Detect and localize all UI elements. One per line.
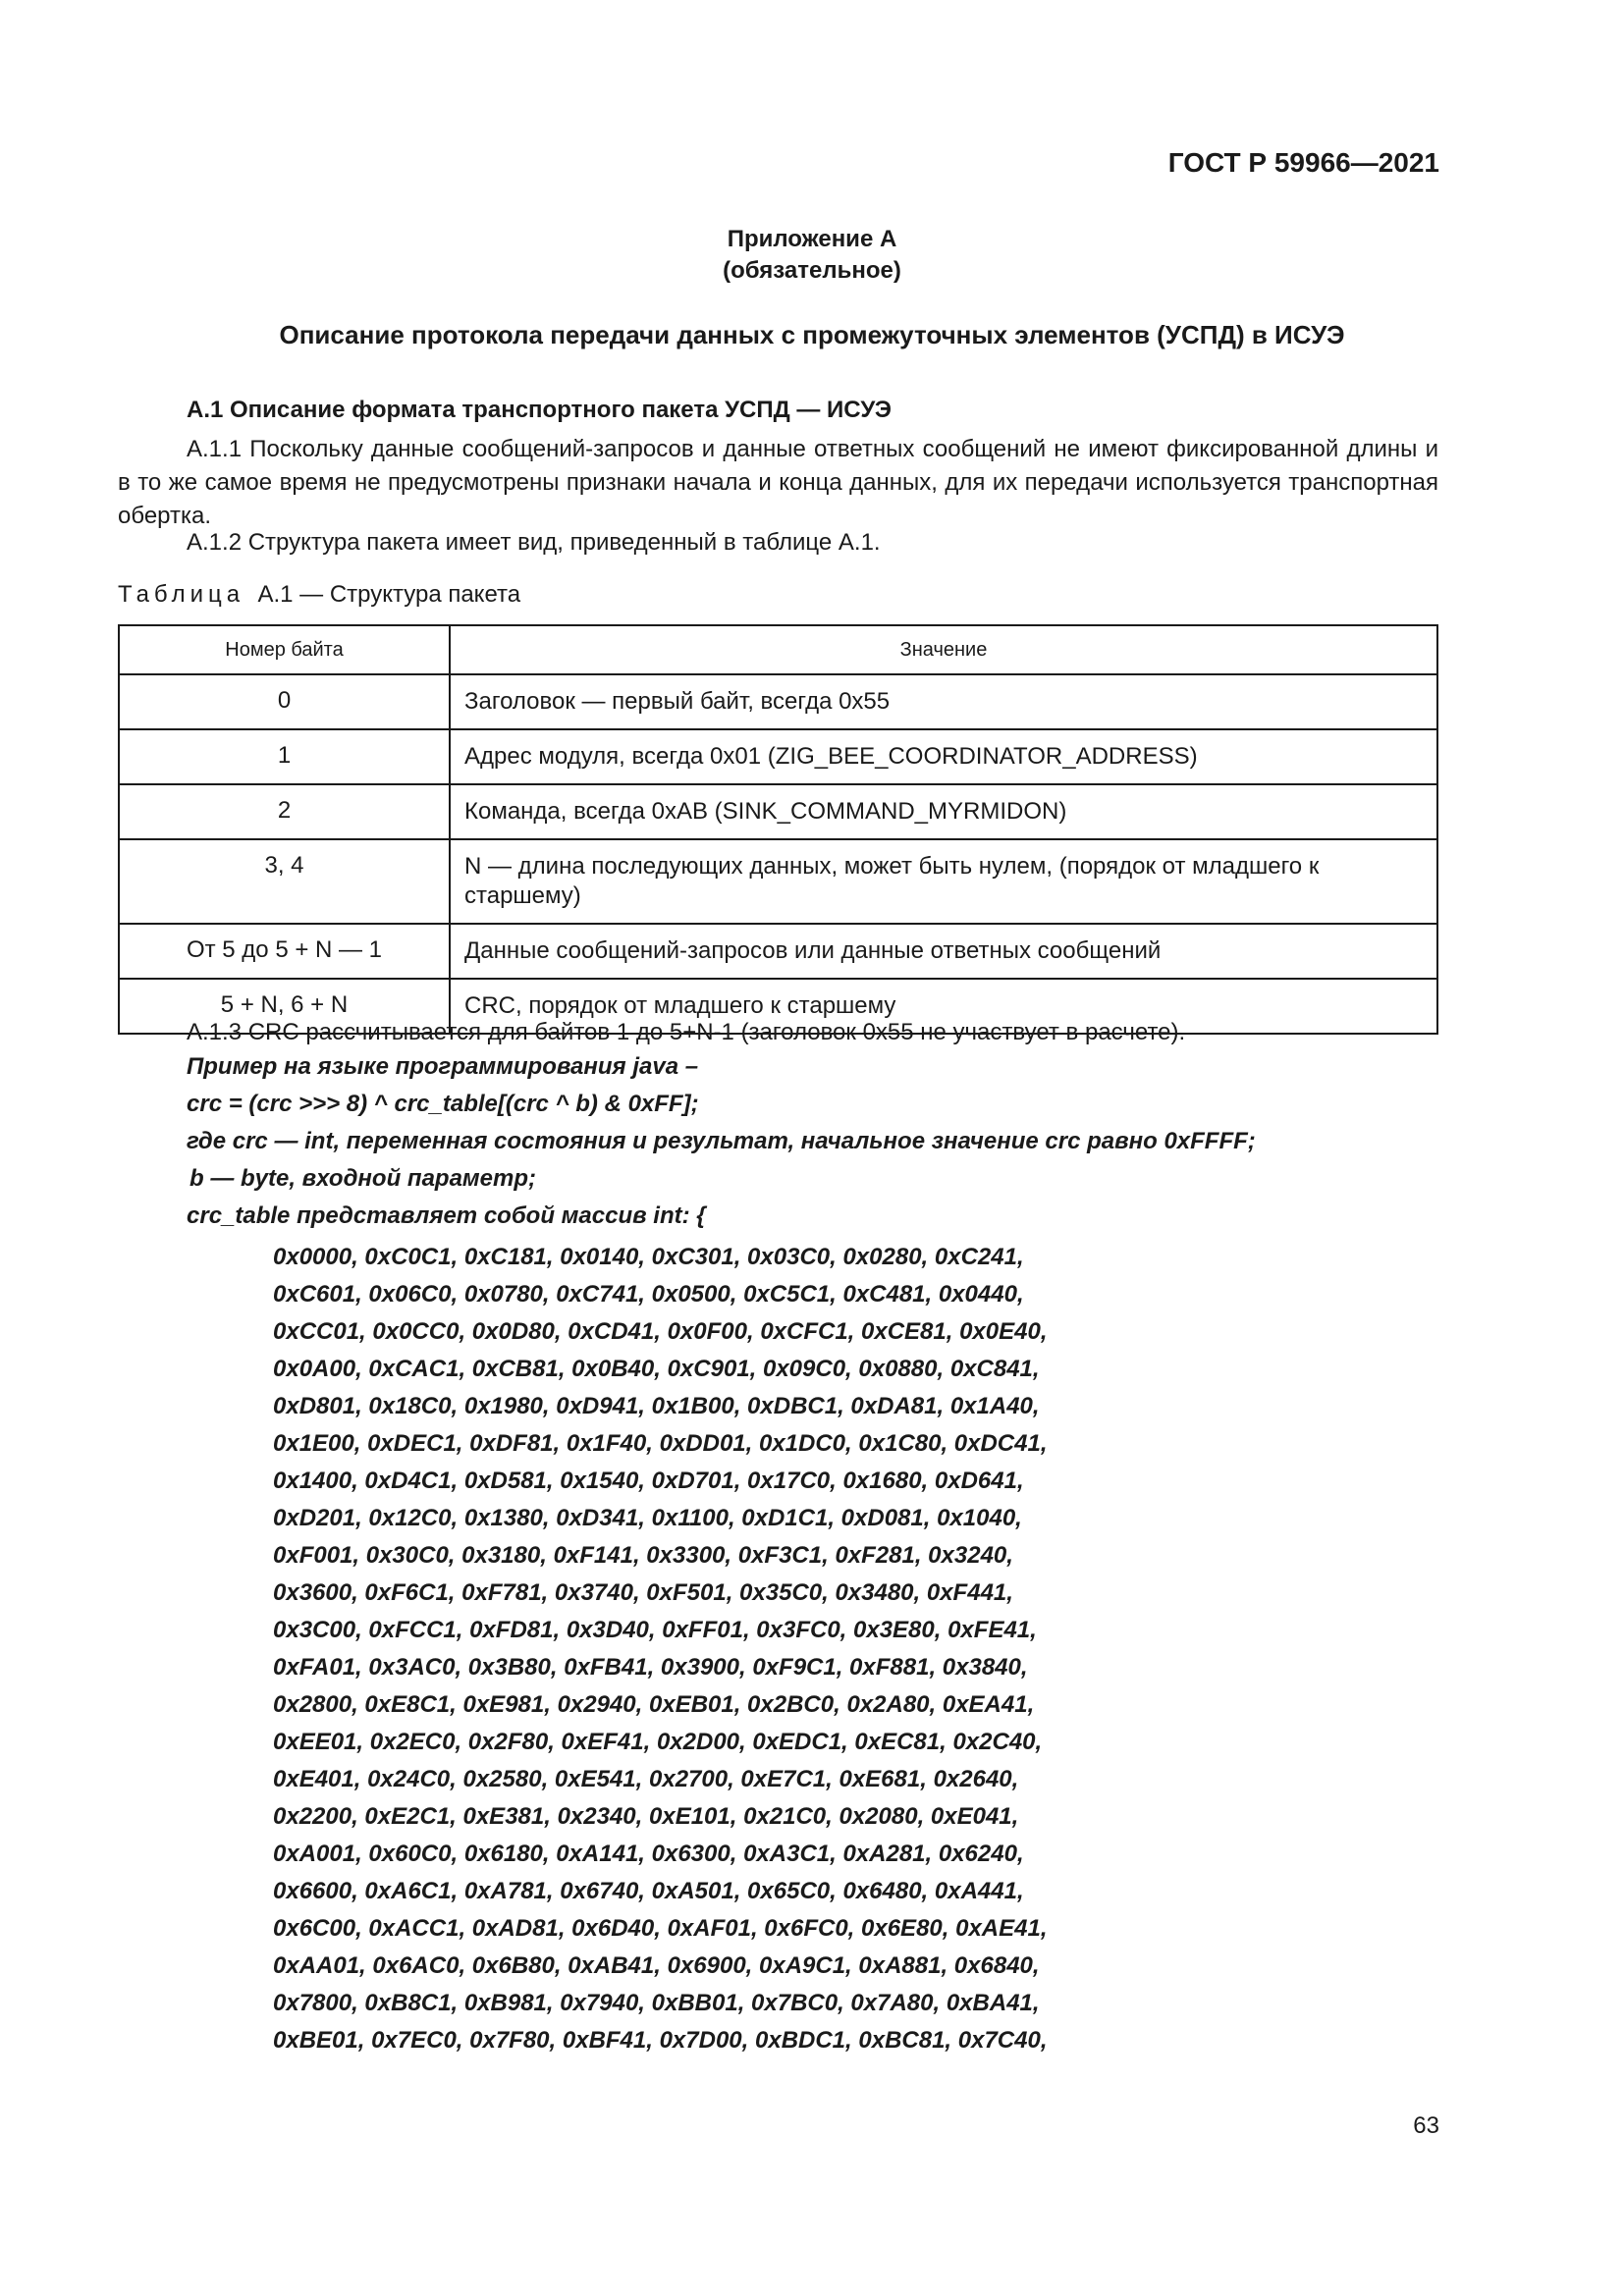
crc-table-row: 0x3600, 0xF6C1, 0xF781, 0x3740, 0xF501, 0x35C0, 0x3480, 0xF441, (273, 1579, 1013, 1606)
appendix-heading: Описание протокола передачи данных с промежуточных элементов (УСПД) в ИСУЭ (279, 320, 1345, 349)
crc-table-row: 0xD801, 0x18C0, 0x1980, 0xD941, 0x1B00, 0xDBC1, 0xDA81, 0x1A40, (273, 1393, 1040, 1419)
page-number: 63 (1413, 2112, 1439, 2139)
crc-table-row: 0x3C00, 0xFCC1, 0xFD81, 0x3D40, 0xFF01, 0x3FC0, 0x3E80, 0xFE41, (273, 1617, 1037, 1643)
crc-table-row: 0xC601, 0x06C0, 0x0780, 0xC741, 0x0500, 0xC5C1, 0xC481, 0x0440, (273, 1281, 1024, 1308)
java-code-line: crc = (crc >>> 8) ^ crc_table[(crc ^ b) & 0xFF]; (187, 1091, 699, 1117)
crc-table-row: 0x6600, 0xA6C1, 0xA781, 0x6740, 0xA501, 0x65C0, 0x6480, 0xA441, (273, 1878, 1024, 1904)
crc-table-row: 0xA001, 0x60C0, 0x6180, 0xA141, 0x6300, 0xA3C1, 0xA281, 0x6240, (273, 1841, 1024, 1867)
appendix-status: (обязательное) (723, 257, 901, 284)
table-row (119, 729, 1437, 784)
cell-byte-number: 3, 4 (119, 839, 450, 924)
crc-table-row: 0xCC01, 0x0CC0, 0x0D80, 0xCD41, 0x0F00, 0xCFC1, 0xCE81, 0x0E40, (273, 1318, 1048, 1345)
crc-table-row: 0x6C00, 0xACC1, 0xAD81, 0x6D40, 0xAF01, 0x6FC0, 0x6E80, 0xAE41, (273, 1915, 1048, 1942)
cell-value: Данные сообщений-запросов или данные ответных сообщений (450, 924, 1437, 979)
crc-table-row: 0x0000, 0xC0C1, 0xC181, 0x0140, 0xC301, 0x03C0, 0x0280, 0xC241, (273, 1244, 1024, 1270)
table-row (119, 839, 1437, 924)
crc-table-row: 0x2800, 0xE8C1, 0xE981, 0x2940, 0xEB01, 0x2BC0, 0x2A80, 0xEA41, (273, 1691, 1035, 1718)
crc-table-row: 0xE401, 0x24C0, 0x2580, 0xE541, 0x2700, 0xE7C1, 0xE681, 0x2640, (273, 1766, 1019, 1792)
table-caption (118, 581, 520, 609)
cell-value: Адрес модуля, всегда 0x01 (ZIG_BEE_COORDINATOR_ADDRESS) (450, 729, 1437, 784)
cell-value: CRC, порядок от младшего к старшему (450, 979, 1437, 1034)
crc-table-row: 0x1400, 0xD4C1, 0xD581, 0x1540, 0xD701, 0x17C0, 0x1680, 0xD641, (273, 1468, 1024, 1494)
crc-table-values (273, 1239, 1048, 2059)
cell-byte-number: 0 (119, 674, 450, 729)
crc-table-row: 0x1E00, 0xDEC1, 0xDF81, 0x1F40, 0xDD01, 0x1DC0, 0x1C80, 0xDC41, (273, 1430, 1048, 1457)
cell-byte-number: 1 (119, 729, 450, 784)
crc-table-row: 0x0A00, 0xCAC1, 0xCB81, 0x0B40, 0xC901, 0x09C0, 0x0880, 0xC841, (273, 1356, 1040, 1382)
java-example-title: Пример на языке программирования java – (187, 1053, 699, 1080)
header-value: Значение (450, 625, 1437, 674)
cell-value: N — длина последующих данных, может быть нулем, (порядок от младшего к старшему) (450, 839, 1437, 924)
crc-table-row: 0x7800, 0xB8C1, 0xB981, 0x7940, 0xBB01, 0x7BC0, 0x7A80, 0xBA41, (273, 1990, 1040, 2016)
crc-table-row: 0xAA01, 0x6AC0, 0x6B80, 0xAB41, 0x6900, 0xA9C1, 0xA881, 0x6840, (273, 1952, 1040, 1979)
crc-table-row: 0xF001, 0x30C0, 0x3180, 0xF141, 0x3300, 0xF3C1, 0xF281, 0x3240, (273, 1542, 1013, 1569)
cell-value: Заголовок — первый байт, всегда 0x55 (450, 674, 1437, 729)
cell-value: Команда, всегда 0xAB (SINK_COMMAND_MYRMIDON) (450, 784, 1437, 839)
table-row (119, 924, 1437, 979)
crc-variable-description: где crc — int, переменная состояния и результат, начальное значение crc равно 0xFFFF; (187, 1128, 1256, 1154)
crc-table-row: 0xD201, 0x12C0, 0x1380, 0xD341, 0x1100, 0xD1C1, 0xD081, 0x1040, (273, 1505, 1022, 1531)
crc-table-row: 0xBE01, 0x7EC0, 0x7F80, 0xBF41, 0x7D00, 0xBDC1, 0xBC81, 0x7C40, (273, 2027, 1048, 2054)
paragraph-a112: А.1.2 Структура пакета имеет вид, приведенный в таблице А.1. (187, 529, 881, 556)
cell-byte-number: 2 (119, 784, 450, 839)
table-row (119, 674, 1437, 729)
appendix-title: Приложение А (727, 226, 897, 252)
paragraph-a111: А.1.1 Поскольку данные сообщений-запросов и данные ответных сообщений не имеют фиксированной длины и в то же самое время не предусмотрены признаки начала и конца данных, для их передачи используется транспортная обертка. (118, 436, 1438, 529)
crc-table-row: 0xFA01, 0x3AC0, 0x3B80, 0xFB41, 0x3900, 0xF9C1, 0xF881, 0x3840, (273, 1654, 1028, 1681)
paragraph-a113: А.1.3 CRC рассчитывается для байтов 1 до 5+N-1 (заголовок 0x55 не участвует в расчете). (187, 1019, 1186, 1045)
crc-table-row: 0xEE01, 0x2EC0, 0x2F80, 0xEF41, 0x2D00, 0xEDC1, 0xEC81, 0x2C40, (273, 1729, 1043, 1755)
table-caption-label: Таблица (118, 581, 245, 608)
document-code: ГОСТ Р 59966—2021 (1167, 147, 1439, 178)
table-header-row (119, 625, 1437, 674)
cell-byte-number: От 5 до 5 + N — 1 (119, 924, 450, 979)
header-byte-number: Номер байта (119, 625, 450, 674)
section-heading: А.1 Описание формата транспортного пакета УСПД — ИСУЭ (187, 397, 893, 423)
table-row (119, 784, 1437, 839)
table-caption-text: А.1 — Структура пакета (257, 581, 521, 608)
crc-table-intro: crc_table представляет собой массив int: { (187, 1202, 706, 1229)
packet-structure-table (118, 624, 1438, 1035)
b-parameter-description: b — byte, входной параметр; (189, 1165, 537, 1192)
cell-byte-number: 5 + N, 6 + N (119, 979, 450, 1034)
crc-table-row: 0x2200, 0xE2C1, 0xE381, 0x2340, 0xE101, 0x21C0, 0x2080, 0xE041, (273, 1803, 1019, 1830)
